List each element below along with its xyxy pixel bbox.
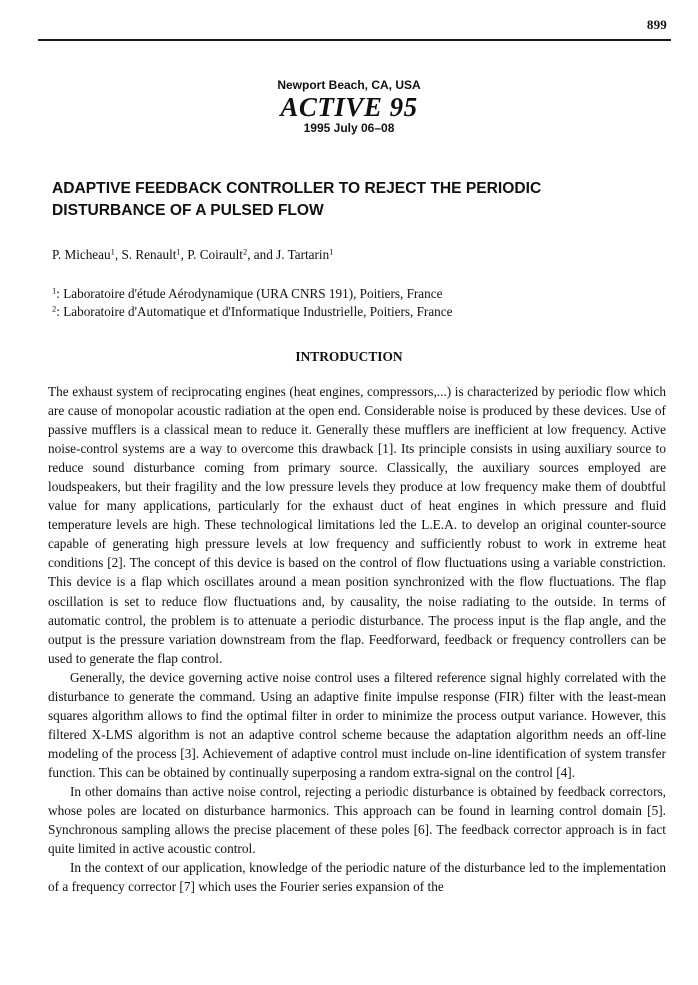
affiliation-text: : Laboratoire d'Automatique et d'Informatique Industrielle, Poitiers, France	[56, 304, 453, 319]
body-paragraph: Generally, the device governing active noise control uses a filtered reference signal highly correlated with the disturbance to generate the command. Using an adaptive finite impulse response (FIR) filter with the least-mean squares algorithm allows to find the optimal filter in order to minimize the process output variance. However, this filtered X-LMS algorithm is not an adaptive control scheme because the adaptation algorithm needs an off-line modeling of the process [3]. Achievement of adaptive control must include on-line identification of system transfer function. This can be obtained by continually superposing a random extra-signal on the control [4].	[48, 669, 666, 780]
paper-title-line-1: ADAPTIVE FEEDBACK CONTROLLER TO REJECT THE PERIODIC	[52, 180, 542, 197]
author-affiliation-mark: 2	[242, 246, 248, 257]
header-rule	[38, 39, 671, 41]
body-paragraph: In other domains than active noise control, rejecting a periodic disturbance is obtained by feedback correctors, whose poles are located on disturbance harmonics. This approach can be found in learning control domain [5]. Synchronous sampling allows the precise placement of these poles [6]. The feedback corrector approach is in fact quite limited in active acoustic control.	[48, 783, 666, 857]
body-paragraph: In the context of our application, knowledge of the periodic nature of the disturbance led to the implementation of a frequency corrector [7] which uses the Fourier series expansion of the	[48, 860, 666, 895]
conference-name: ACTIVE 95	[280, 92, 418, 122]
introduction-body	[48, 382, 666, 896]
affiliation-item	[52, 285, 452, 303]
author-separator: ,	[114, 247, 122, 262]
affiliation-item	[52, 303, 452, 321]
conference-block	[0, 77, 698, 135]
author-name: S. Renault	[121, 247, 177, 262]
conference-location: Newport Beach, CA, USA	[277, 78, 421, 92]
author-affiliation-mark: 1	[176, 246, 181, 257]
author-affiliation-mark: 1	[110, 246, 115, 257]
affiliation-list	[52, 285, 452, 321]
paper-title	[52, 178, 662, 222]
affiliation-mark: 1	[52, 285, 57, 296]
page-number: 899	[646, 17, 667, 32]
author-name: P. Micheau	[52, 247, 111, 262]
author-separator: ,	[180, 247, 188, 262]
section-heading-introduction: INTRODUCTION	[295, 349, 403, 364]
body-paragraph: The exhaust system of reciprocating engines (heat engines, compressors,...) is characterized by periodic flow which are cause of monopolar acoustic radiation at the open end. Considerable noise is produced by these devices. Use of passive mufflers is a classical mean to reduce it. Generally these mufflers are inefficient at low frequency. Active noise-control systems are a way to overcome this drawback [1]. Its principle consists in using auxiliary source to reduce sound disturbance coming from primary source. Classically, the auxiliary sources employed are loudspeakers, but their fragility and the low pressure levels they produce at low frequency make them of doubtful value for many applications, particularly for the exhaust duct of heat engines in which pressure and fluid temperature levels are high. These technological limitations led the L.E.A. to develop an original counter-source capable of generating high pressure levels at low frequency and sufficiently robust to work in extreme heat conditions [2]. The concept of this device is based on the control of flow fluctuations using a variable constriction. This device is a flap which oscillates around a mean position synchronized with the flow fluctuations. The flap oscillation is set to reduce flow fluctuations and, by causality, the noise radiating to the outside. In terms of automatic control, the problem is to attenuate a periodic disturbance. The process input is the flap angle, and the output is the pressure variation downstream from the flap. Feedforward, feedback or frequency controllers can be used to generate the flap control.	[48, 384, 666, 666]
author-separator: , and	[247, 247, 277, 262]
paper-title-line-2: DISTURBANCE OF A PULSED FLOW	[52, 202, 324, 219]
author-name: P. Coirault	[187, 247, 243, 262]
conference-dates: 1995 July 06–08	[303, 121, 395, 135]
author-list	[52, 246, 333, 264]
author-affiliation-mark: 1	[329, 246, 334, 257]
author-name: J. Tartarin	[276, 247, 330, 262]
affiliation-mark: 2	[52, 303, 57, 314]
affiliation-text: : Laboratoire d'étude Aérodynamique (URA CNRS 191), Poitiers, France	[56, 286, 443, 301]
